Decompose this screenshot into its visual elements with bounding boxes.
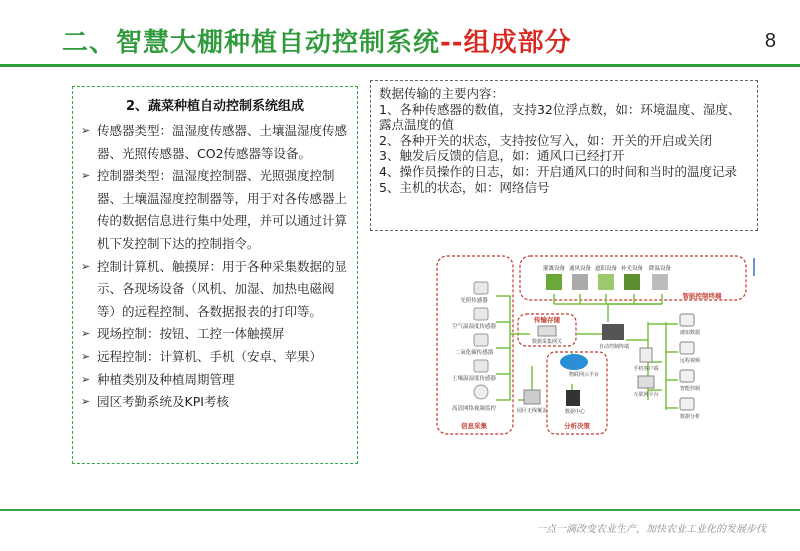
device-label: 遮阳设备 xyxy=(594,266,618,272)
wireless-label: 园区无线覆盖 xyxy=(516,408,548,414)
transmission-line: 5、主机的状态，如：网络信号 xyxy=(379,179,550,195)
list-item: ➢ 传感器类型：温湿度传感器、土壤温湿度传感器、光照传感器、CO2传感器等设备。 xyxy=(81,120,349,165)
footer-slogan: 一点一滴改变农业生产，加快农业工业化的发展步伐 xyxy=(536,524,766,535)
sensor-label: 二氧化碳传感器 xyxy=(454,350,494,356)
device-icons xyxy=(546,274,668,290)
gateway-label: 数据采集网关 xyxy=(531,339,563,345)
page-title xyxy=(62,22,572,62)
app-label: 智能控制 xyxy=(679,386,701,392)
list-item: ➢ 控制计算机、触摸屏：用于各种采集数据的显示、各现场设备（风机、加湿、加热电磁阀等）的远程控制、各数据报表的打印等。 xyxy=(81,256,349,324)
internet-platform-label: 互联网平台 xyxy=(633,392,659,398)
sensor-label: 空气温湿度传感器 xyxy=(451,324,497,330)
controller-icon xyxy=(602,324,624,340)
gateway-icon xyxy=(538,326,556,336)
data-center-label: 数据中心 xyxy=(564,409,586,415)
sensor-label: 土壤温湿度传感器 xyxy=(451,376,497,382)
list-item: ➢ 远程控制：计算机、手机（安卓、苹果） xyxy=(81,346,349,369)
device-labels xyxy=(543,264,672,272)
components-list xyxy=(81,120,349,414)
sensor-label: 高清网络视频监控 xyxy=(451,406,497,412)
controller-label: 自动控制终端 xyxy=(598,344,630,350)
cloud-label: 物联网云平台 xyxy=(568,372,600,378)
page-title-main: 二、智慧大棚种植自动控制系统 xyxy=(62,28,441,58)
page-number: 8 xyxy=(764,30,776,52)
system-architecture-diagram xyxy=(434,250,758,440)
components-panel xyxy=(72,86,358,464)
device-label: 通风设备 xyxy=(568,266,592,272)
title-divider xyxy=(0,64,800,67)
app-label: 数据分析 xyxy=(679,414,701,420)
page-title-accent: --组成部分 xyxy=(440,28,572,58)
cloud-icon xyxy=(560,354,588,370)
device-label: 补光设备 xyxy=(620,266,644,272)
list-item: ➢ 控制器类型：温湿度控制器、光照强度控制器、土壤温湿度控制器等，用于对各传感器上传的数据信息进行集中处理，并可以通过计算机下发控制下达的控制指令。 xyxy=(81,165,349,255)
list-item: ➢ 园区考勤系统及KPI考核 xyxy=(81,391,349,414)
device-label: 灌溉设备 xyxy=(542,266,566,272)
list-item: ➢ 现场控制：按钮、工控一体触摸屏 xyxy=(81,323,349,346)
transmission-line: 2、各种开关的状态，支持按位写入，如：开关的开启或关闭 xyxy=(379,132,712,148)
phone-icon xyxy=(640,348,652,362)
transmission-line: 4、操作员操作的日志，如：开启通风口的时间和当时的温度记录 xyxy=(379,163,737,179)
transmission-line: 1、各种传感器的数值，支持32位浮点数，如：环境温度、湿度、露点温度的值 xyxy=(379,101,741,133)
transmission-line: 数据传输的主要内容： xyxy=(379,86,505,101)
footer-divider xyxy=(0,509,800,511)
phone-platform-label: 手机客户端 xyxy=(633,366,659,372)
device-label: 降温设备 xyxy=(648,266,672,272)
app-label: 远程视频 xyxy=(679,358,701,364)
list-item: ➢ 种植类别及种植周期管理 xyxy=(81,369,349,392)
devices-group-label: 智能控制终端 xyxy=(682,292,722,300)
collection-group-label: 信息采集 xyxy=(461,422,487,430)
analysis-group-label: 分析决策 xyxy=(564,422,590,430)
wireless-icon xyxy=(524,390,540,404)
sensor-label: 光照传感器 xyxy=(460,298,488,304)
data-center-icon xyxy=(566,390,580,406)
computer-icon xyxy=(638,376,654,388)
transmission-group-label: 传输存储 xyxy=(534,316,560,324)
app-label: 感知数据 xyxy=(679,330,701,336)
components-heading: 2、蔬菜种植自动控制系统组成 xyxy=(125,99,305,114)
transmission-line: 3、触发后反馈的信息，如：通风口已经打开 xyxy=(379,148,625,164)
data-transmission-panel xyxy=(370,80,758,231)
